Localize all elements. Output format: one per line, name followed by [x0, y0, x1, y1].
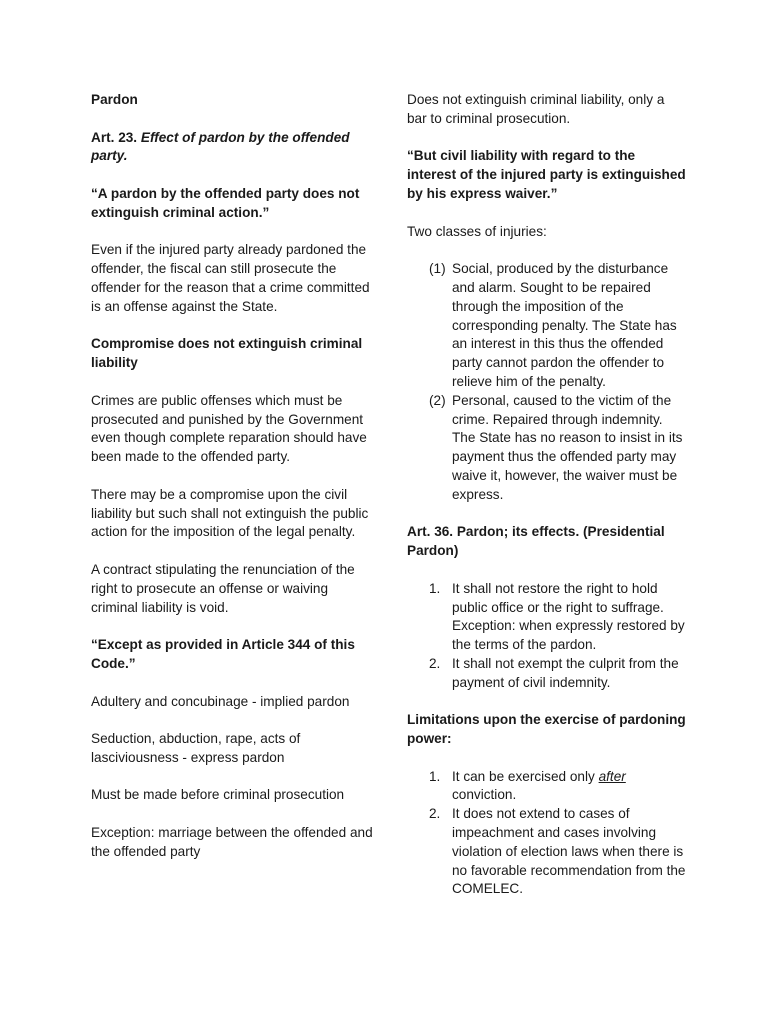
list-item-number: 1. — [429, 580, 441, 596]
list-item-text: It shall not restore the right to hold public office or the right to suffrage. Exception: when expressly restored by the terms of the pardon. — [452, 580, 685, 653]
page-title: Pardon — [91, 92, 138, 107]
limit1-text-end: conviction. — [452, 787, 517, 803]
art23-quote: “A pardon by the offended party does not extinguish criminal action.” — [91, 185, 360, 220]
limitations-list — [407, 768, 687, 900]
injuries-list — [407, 260, 687, 504]
list-item-number: 2. — [429, 806, 441, 822]
list-item-text: Social, produced by the disturbance and alarm. Sought to be repaired through the imposition of the corresponding penalty. The State has an interest in this thus the offended party cannot pardon the offender to relieve him of the penalty. — [452, 261, 677, 389]
limit1-text-start: It can be exercised only — [452, 768, 599, 784]
paragraph-before-prosecution: Must be made before criminal prosecution — [91, 787, 345, 803]
paragraph-fiscal: Even if the injured party already pardoned the offender, the fiscal can still prosecute the offender for the reason that a crime committed is an offense against the State. — [91, 242, 370, 314]
list-item — [407, 580, 687, 655]
list-item — [407, 805, 687, 899]
list-item-number: 1. — [429, 768, 441, 784]
list-item-number: (1) — [429, 261, 446, 277]
art36-heading: Art. 36. Pardon; its effects. (Presidential Pardon) — [407, 524, 665, 559]
left-column — [91, 91, 373, 880]
list-item-text: Personal, caused to the victim of the crime. Repaired through indemnity. The State has no reason to insist in its payment thus the offended party may waive it, however, the waiver must be express. — [452, 392, 683, 502]
paragraph-bar-prosecution: Does not extinguish criminal liability, only a bar to criminal prosecution. — [407, 92, 665, 126]
art23-heading — [91, 129, 373, 167]
paragraph-adultery: Adultery and concubinage - implied pardon — [91, 693, 350, 709]
article-344-quote: “Except as provided in Article 344 of this Code.” — [91, 637, 355, 671]
list-item-text — [452, 769, 626, 803]
paragraph-civil-compromise: There may be a compromise upon the civil liability but such shall not extinguish the public action for the imposition of the legal penalty. — [91, 486, 369, 540]
limitations-heading: Limitations upon the exercise of pardoning power: — [407, 712, 686, 747]
list-item — [407, 392, 687, 505]
art23-number: Art. 23. — [91, 129, 138, 145]
list-item-text: It shall not exempt the culprit from the payment of civil indemnity. — [452, 655, 679, 690]
compromise-heading: Compromise does not extinguish criminal liability — [91, 336, 363, 371]
limit1-emphasis: after — [598, 768, 626, 784]
paragraph-seduction: Seduction, abduction, rape, acts of lasciviousness - express pardon — [91, 731, 301, 765]
paragraph-public-offenses: Crimes are public offenses which must be prosecuted and punished by the Government even though complete reparation should have been made to the offended party. — [91, 392, 367, 465]
list-item-text: It does not extend to cases of impeachment and cases involving violation of election laws when there is no favorable recommendation from the COMELEC. — [452, 806, 686, 897]
list-item — [407, 768, 687, 806]
art23-title: Effect of pardon by the offended party. — [91, 129, 350, 164]
paragraph-two-classes: Two classes of injuries: — [407, 223, 547, 239]
list-item — [407, 260, 687, 392]
right-column — [407, 91, 687, 918]
civil-liability-quote: “But civil liability with regard to the interest of the injured party is extinguished by his express waiver.” — [407, 148, 686, 201]
paragraph-contract-void: A contract stipulating the renunciation of the right to prosecute an offense or waiving criminal liability is void. — [91, 561, 355, 615]
effects-list — [407, 580, 687, 693]
paragraph-exception-marriage: Exception: marriage between the offended and the offended party — [91, 825, 373, 859]
list-item-number: 2. — [429, 655, 441, 671]
list-item — [407, 655, 687, 693]
list-item-number: (2) — [429, 392, 446, 408]
